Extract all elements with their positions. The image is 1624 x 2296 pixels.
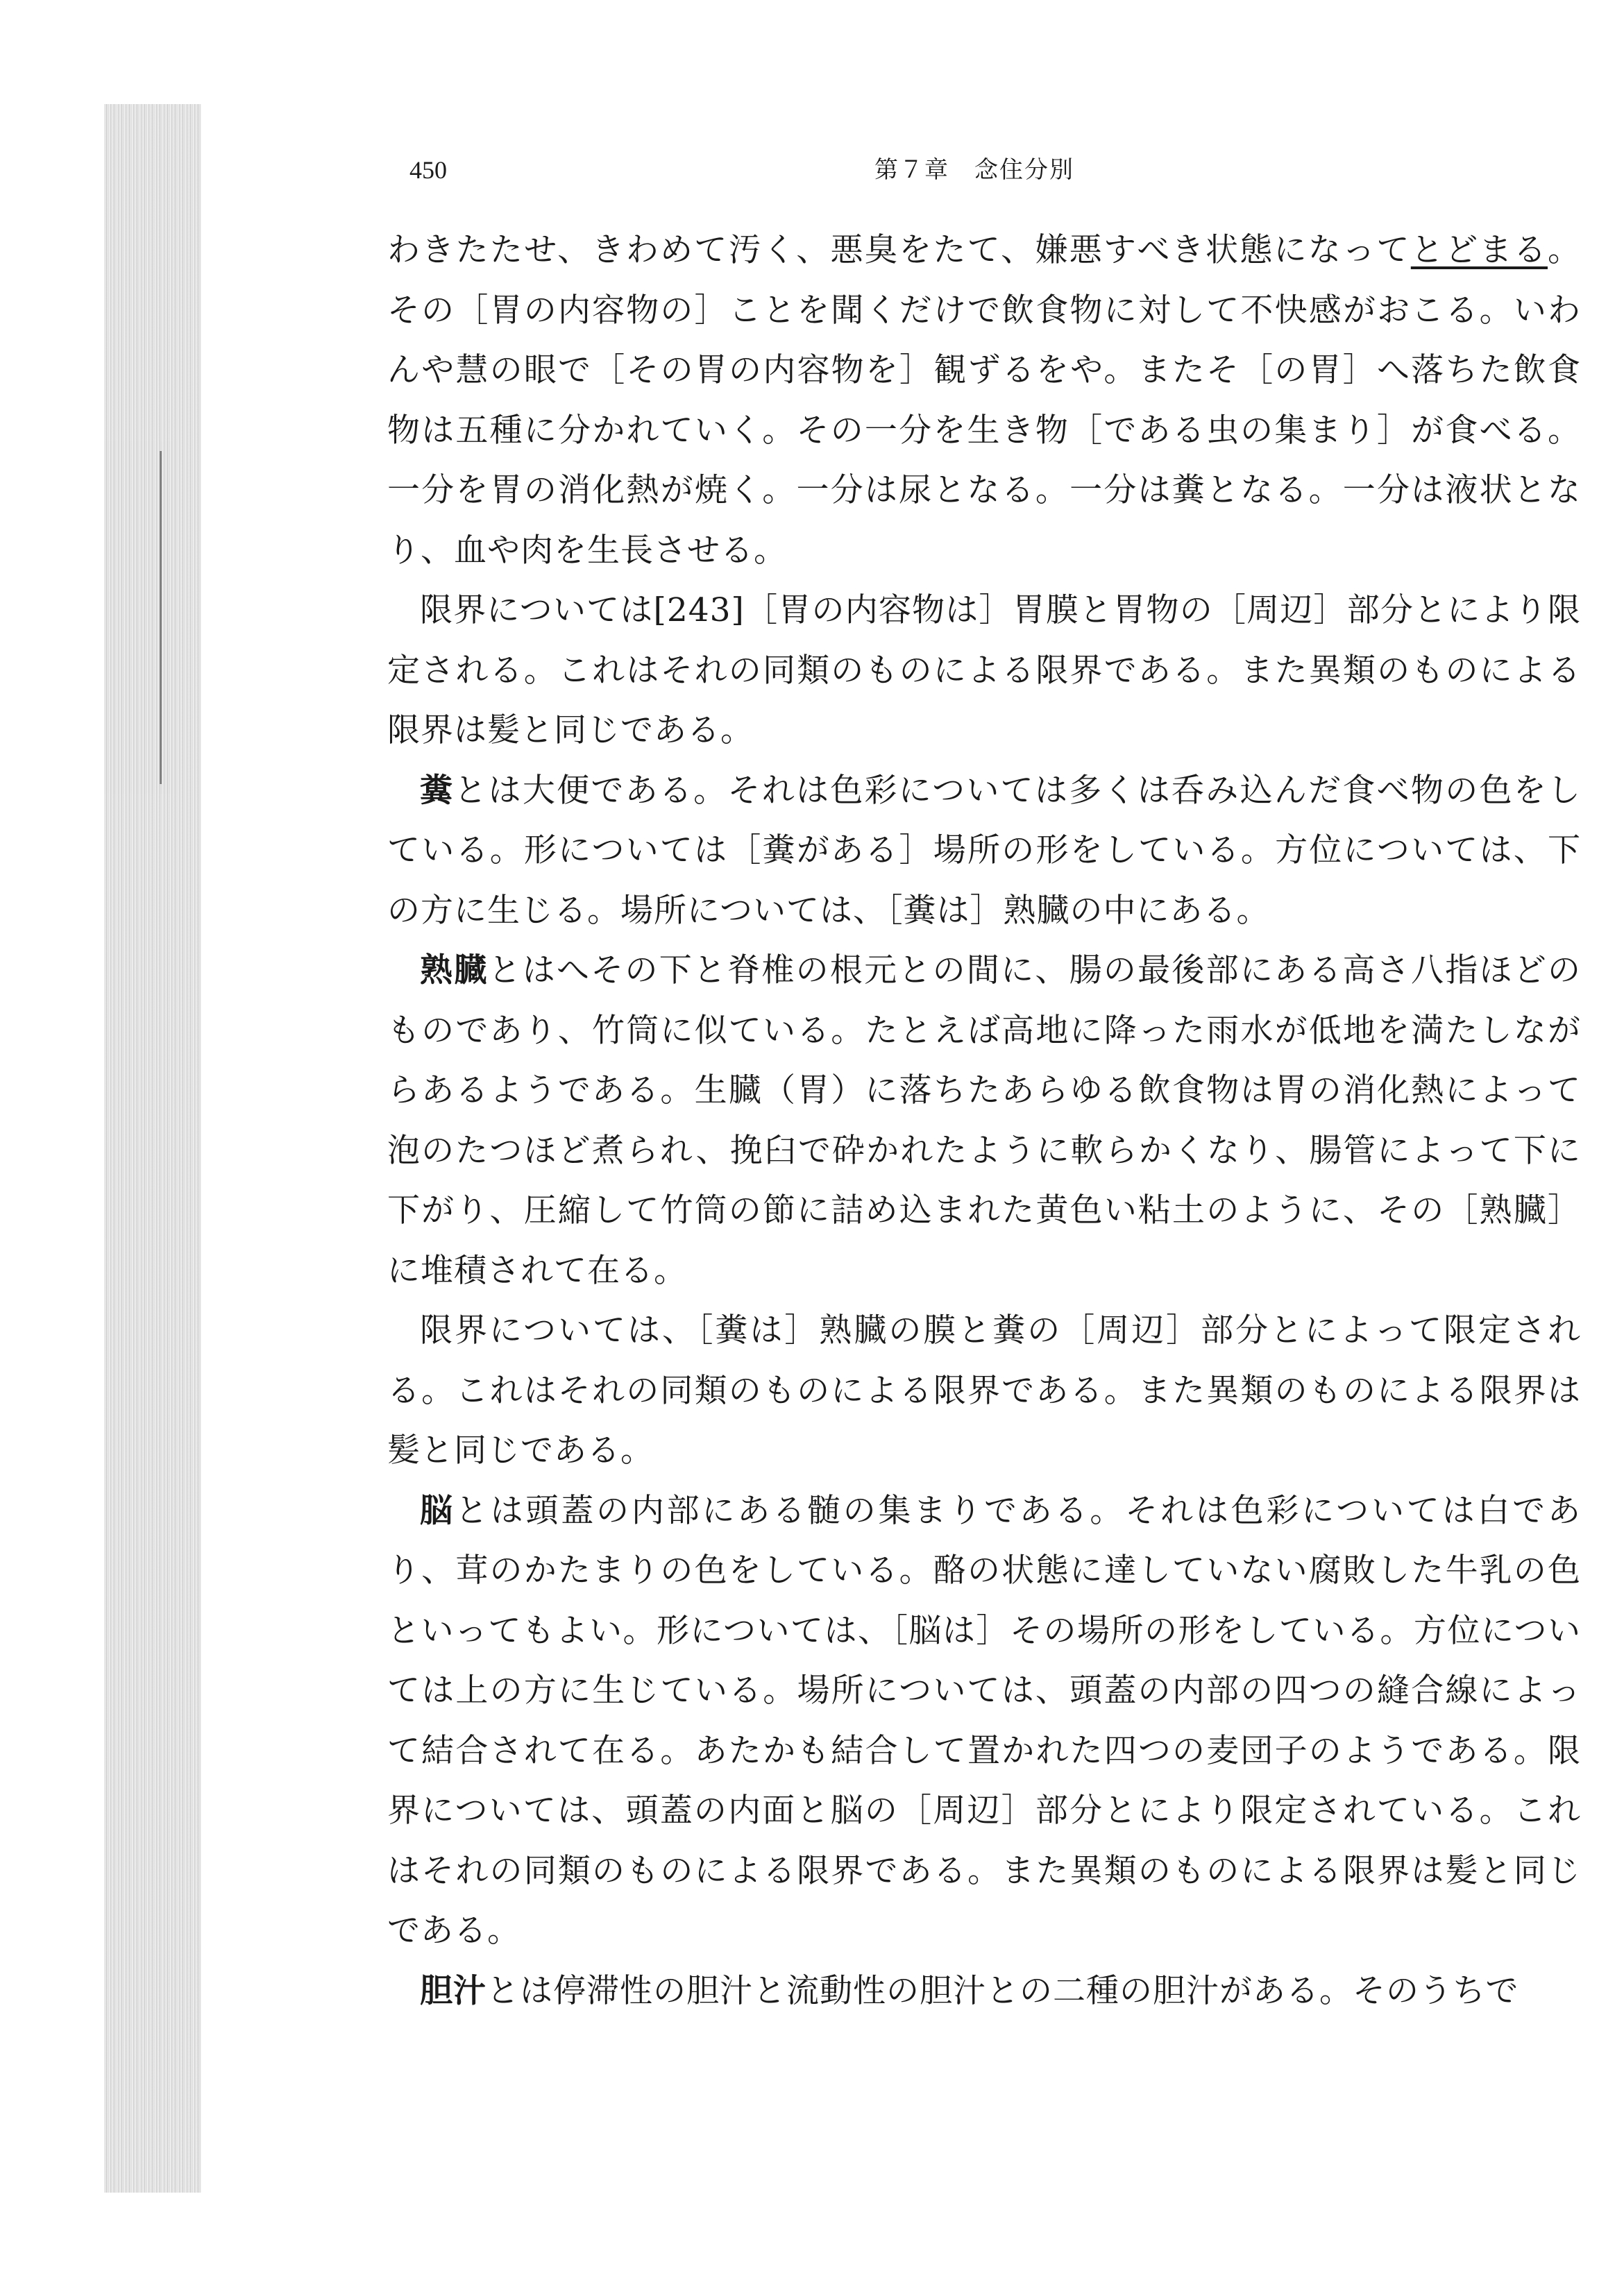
- defined-term: 胆汁: [420, 1971, 487, 2010]
- paragraph-text: 限界については、［糞は］熟臓の膜と糞の［周辺］部分とによって限定される。これはそれの同類のものによる限界である。また異類のものによる限界は髪と同じである。: [387, 1311, 1581, 1470]
- paragraph: [387, 761, 1581, 942]
- defined-term: 糞: [420, 771, 455, 810]
- paragraph: [387, 581, 1581, 761]
- paragraph: [387, 1962, 1581, 2022]
- paragraph-text: 。その［胃の内容物の］ことを聞くだけで飲食物に対して不快感がおこる。いわんや慧の眼で［その胃の内容物を］観ずるをや。またそ［の胃］へ落ちた飲食物は五種に分かれていく。その一分を生き物［である虫の集まり］が食べる。一分を胃の消化熱が焼く。一分は尿となる。一分は糞となる。一分は液状となり、血や肉を生長させる。: [387, 231, 1581, 570]
- paragraph-text: とは大便である。それは色彩については多くは呑み込んだ食べ物の色をしている。形については［糞がある］場所の形をしている。方位については、下の方に生じる。場所については、［糞は］熟臓の中にある。: [387, 771, 1582, 930]
- page-header: [409, 149, 1575, 191]
- paragraph-text: 限界については[243]［胃の内容物は］胃膜と胃物の［周辺］部分とにより限定される。これはそれの同類のものによる限界である。また異類のものによる限界は髪と同じである。: [387, 591, 1581, 749]
- paragraph: [387, 1481, 1581, 1962]
- underlined-text: とどまる: [1410, 231, 1548, 269]
- page-number: 450: [409, 156, 447, 184]
- running-head: 第７章 念住分別: [874, 156, 1074, 184]
- paragraph-text: とは停滞性の胆汁と流動性の胆汁との二種の胆汁がある。そのうちで: [487, 1971, 1519, 2010]
- paragraph: [387, 221, 1581, 581]
- defined-term: 脳: [420, 1491, 455, 1530]
- paragraph-text: とはへその下と脊椎の根元との間に、腸の最後部にある高さ八指ほどのものであり、竹筒に似ている。たとえば高地に降った雨水が低地を満たしながらあるようである。生臓（胃）に落ちたあらゆる飲食物は胃の消化熱によって泡のたつほど煮られ、挽臼で砕かれたように軟らかくなり、腸管によって下に下がり、圧縮して竹筒の節に詰め込まれた黄色い粘土のように、その［熟臓］に堆積されて在る。: [387, 951, 1582, 1290]
- body-text: [387, 221, 1581, 2021]
- paragraph: [387, 1301, 1581, 1481]
- binding-edge-shadow: [104, 104, 201, 2193]
- paragraph: [387, 941, 1581, 1301]
- defined-term: 熟臓: [420, 951, 489, 989]
- paragraph-text: とは頭蓋の内部にある髄の集まりである。それは色彩については白であり、茸のかたまりの色をしている。酪の状態に達していない腐敗した牛乳の色といってもよい。形については、［脳は］その場所の形をしている。方位については上の方に生じている。場所については、頭蓋の内部の四つの縫合線によって結合されて在る。あたかも結合して置かれた四つの麦団子のようである。限界については、頭蓋の内面と脳の［周辺］部分とにより限定されている。これはそれの同類のものによる限界である。また異類のものによる限界は髪と同じである。: [387, 1491, 1581, 1950]
- paragraph-text: わきたたせ、きわめて汚く、悪臭をたて、嫌悪すべき状態になって: [387, 231, 1411, 269]
